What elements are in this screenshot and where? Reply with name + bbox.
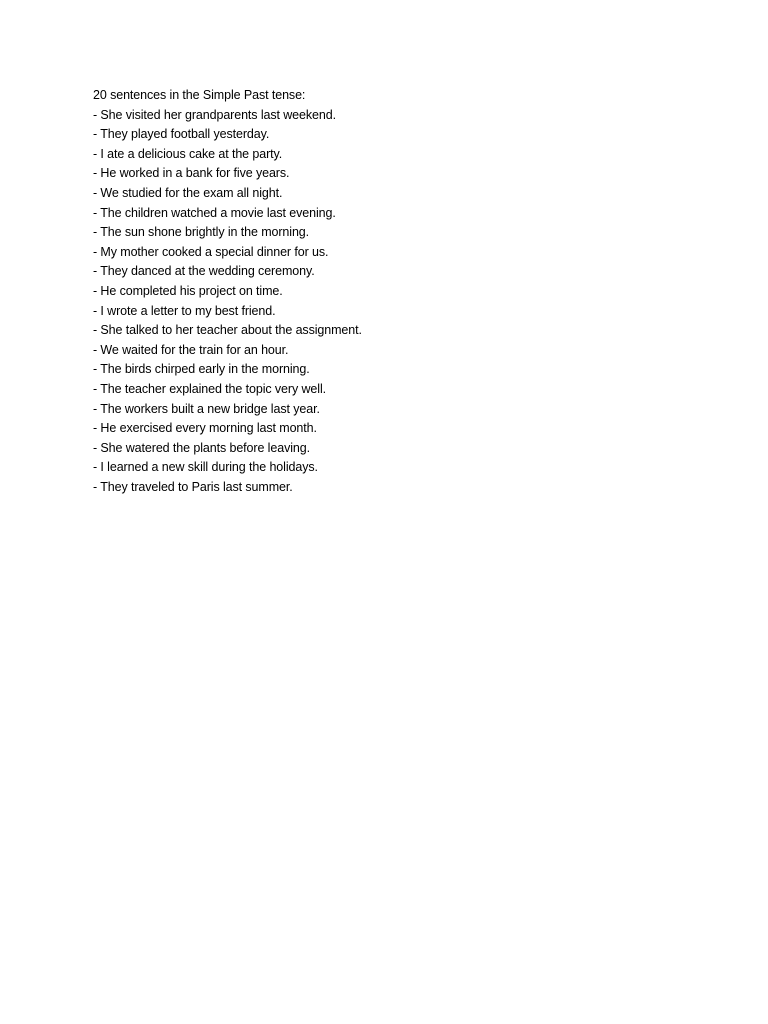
sentence-line: - The children watched a movie last evening.: [93, 205, 336, 220]
sentence-line: - I wrote a letter to my best friend.: [93, 303, 276, 318]
document-body: [93, 86, 713, 497]
sentence-line: - She watered the plants before leaving.: [93, 440, 310, 455]
sentence-line: - We waited for the train for an hour.: [93, 342, 289, 357]
sentence-line: - He completed his project on time.: [93, 283, 283, 298]
sentence-line: - He exercised every morning last month.: [93, 421, 317, 436]
sentence-line: - They traveled to Paris last summer.: [93, 479, 293, 494]
sentence-line: - They danced at the wedding ceremony.: [93, 264, 315, 279]
sentence-line: - We studied for the exam all night.: [93, 185, 283, 200]
sentence-line: - The sun shone brightly in the morning.: [93, 225, 310, 240]
sentence-line: - The teacher explained the topic very well.: [93, 381, 326, 396]
sentence-line: - He worked in a bank for five years.: [93, 166, 290, 181]
sentence-line: - I ate a delicious cake at the party.: [93, 146, 283, 161]
sentence-line: - They played football yesterday.: [93, 127, 270, 142]
sentence-line: - She visited her grandparents last weekend.: [93, 107, 336, 122]
sentence-line: - The workers built a new bridge last year.: [93, 401, 320, 416]
document-heading: 20 sentences in the Simple Past tense:: [93, 88, 306, 102]
sentence-line: - The birds chirped early in the morning.: [93, 362, 310, 377]
sentence-line: - I learned a new skill during the holidays.: [93, 460, 318, 475]
sentence-line: - My mother cooked a special dinner for us.: [93, 244, 329, 259]
sentence-line: - She talked to her teacher about the assignment.: [93, 323, 362, 338]
